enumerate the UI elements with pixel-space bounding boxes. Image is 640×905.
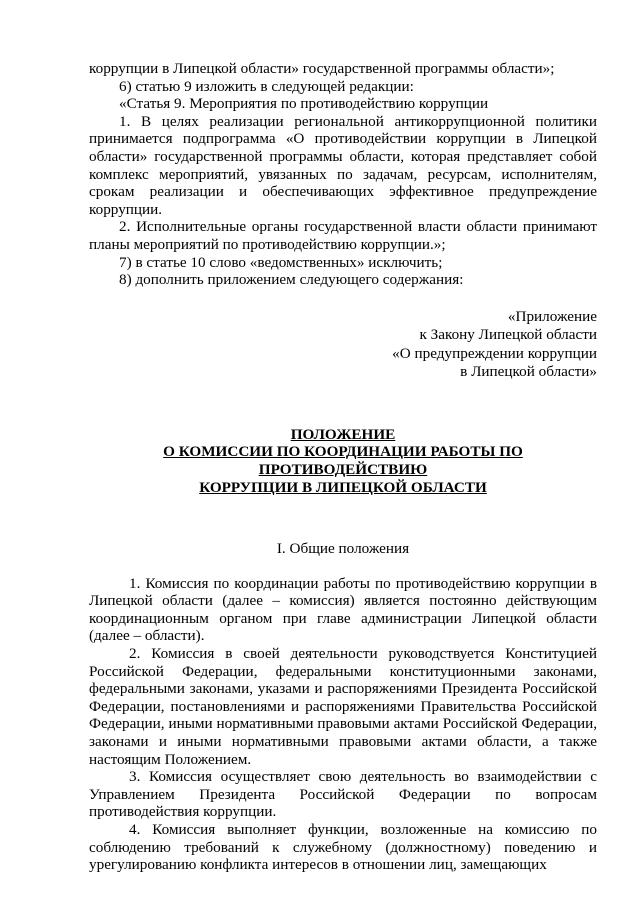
section-paragraph-2: 2. Комиссия в своей деятельности руководствуется Конституцией Российской Федерации, федеральными конституционными законами, федеральными законами, указами и распоряжениями Президента Российской Федерации, постановлениями и распоряжениями Правительства Российской Федерации, иными нормативными правовыми актами Российской Федерации, законами и иными нормативными правовыми актами области, а также настоящим Положением. bbox=[89, 645, 597, 768]
document-title bbox=[89, 426, 597, 496]
section-paragraph-3: 3. Комиссия осуществляет свою деятельность во взаимодействии с Управлением Президента Российской Федерации по вопросам противодействия коррупции. bbox=[89, 768, 597, 821]
article-9-title: «Статья 9. Мероприятия по противодействию коррупции bbox=[119, 95, 489, 113]
appendix-ref-line-4: в Липецкой области» bbox=[460, 363, 597, 381]
article-9-paragraph-1: 1. В целях реализации региональной антикоррупционной политики принимается подпрограмма «О противодействии коррупции в Липецкой области» государственной программы области, которая представляет собой комплекс мероприятий, увязанных по задачам, ресурсам, исполнителям, срокам реализации и обеспечивающих эффективное предупреждение коррупции. bbox=[89, 112, 597, 218]
title-line-3: ПРОТИВОДЕЙСТВИЮ bbox=[258, 460, 428, 478]
title-line-1: ПОЛОЖЕНИЕ bbox=[290, 425, 396, 443]
section-heading: I. Общие положения bbox=[276, 540, 410, 558]
article-9-paragraph-2: 2. Исполнительные органы государственной власти области принимают планы мероприятий по противодействию коррупции.»; bbox=[89, 218, 597, 253]
section-paragraph-1: 1. Комиссия по координации работы по противодействию коррупции в Липецкой области (далее – комиссия) является постоянно действующим координационным органом при главе администрации Липецкой области (далее – области). bbox=[89, 574, 597, 645]
section-paragraph-4: 4. Комиссия выполняет функции, возложенные на комиссию по соблюдению требований к служебному (должностному) поведению и урегулированию конфликта интересов в отношении лиц, замещающих bbox=[89, 821, 597, 874]
document-page bbox=[89, 60, 597, 874]
intro-line: коррупции в Липецкой области» государственной программы области»; bbox=[89, 60, 555, 77]
amendment-item-8: 8) дополнить приложением следующего содержания: bbox=[119, 271, 464, 289]
title-line-2: О КОМИССИИ ПО КООРДИНАЦИИ РАБОТЫ ПО bbox=[163, 443, 523, 461]
appendix-ref-line-2: к Закону Липецкой области bbox=[419, 326, 597, 344]
amendment-item-7: 7) в статье 10 слово «ведомственных» исключить; bbox=[119, 253, 443, 271]
amendment-item-6: 6) статью 9 изложить в следующей редакции: bbox=[119, 77, 414, 95]
title-line-4: КОРРУПЦИИ В ЛИПЕЦКОЙ ОБЛАСТИ bbox=[199, 478, 487, 496]
appendix-ref-line-3: «О предупреждении коррупции bbox=[392, 344, 597, 362]
appendix-reference bbox=[89, 308, 597, 382]
appendix-ref-line-1: «Приложение bbox=[507, 307, 597, 325]
